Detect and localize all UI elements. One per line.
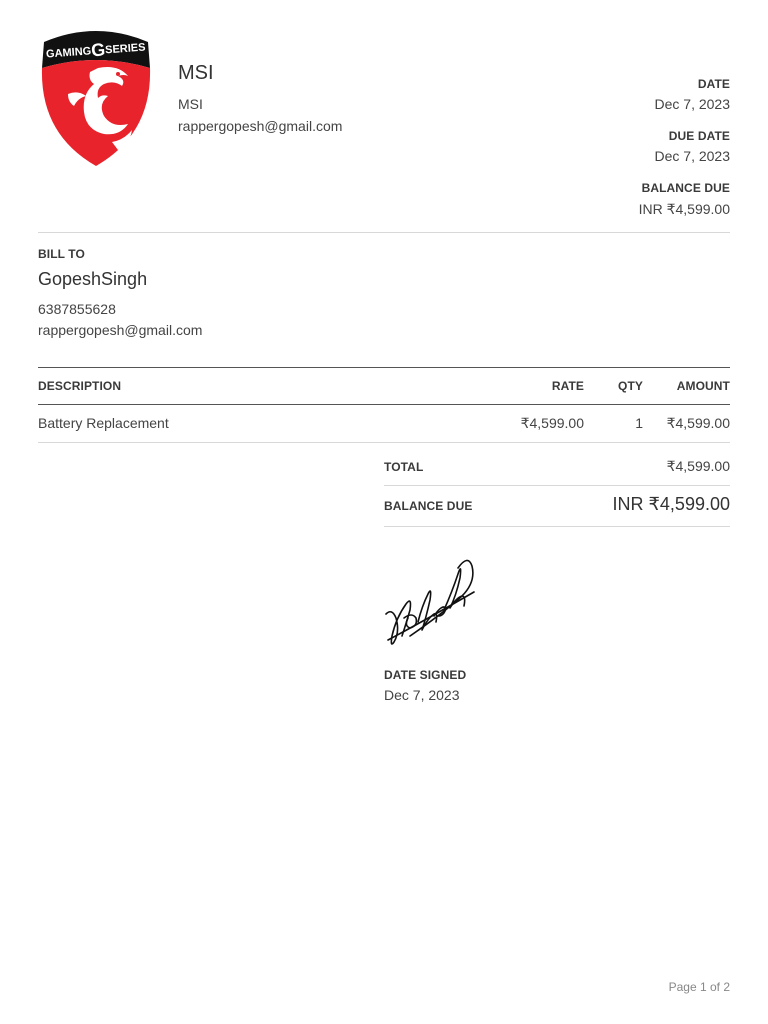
signature-image xyxy=(382,552,478,656)
company-line: MSI xyxy=(178,96,203,112)
bill-to-phone: 6387855628 xyxy=(38,301,116,317)
due-date-label: DUE DATE xyxy=(668,129,730,143)
table-header-rule xyxy=(38,404,730,405)
company-email: rappergopesh@gmail.com xyxy=(178,118,343,134)
date-label: DATE xyxy=(697,77,730,91)
due-date-value: Dec 7, 2023 xyxy=(654,148,730,164)
total-label: TOTAL xyxy=(384,460,424,474)
company-name: MSI xyxy=(178,62,214,84)
row-amount: ₹4,599.00 xyxy=(666,415,730,431)
company-logo xyxy=(38,24,154,168)
table-top-rule xyxy=(38,367,730,368)
row-description: Battery Replacement xyxy=(38,415,169,431)
date-value: Dec 7, 2023 xyxy=(654,96,730,112)
row-qty: 1 xyxy=(635,415,643,431)
row-rate: ₹4,599.00 xyxy=(520,415,584,431)
col-qty-header: QTY xyxy=(618,379,643,393)
totals-balance-due-value: INR ₹4,599.00 xyxy=(612,494,730,514)
col-amount-header: AMOUNT xyxy=(676,379,730,393)
balance-due-label: BALANCE DUE xyxy=(641,181,730,195)
total-value: ₹4,599.00 xyxy=(666,458,730,474)
bill-to-label: BILL TO xyxy=(38,247,85,261)
date-signed-value: Dec 7, 2023 xyxy=(384,687,460,703)
svg-text:GAMINGGSERIES: GAMINGGSERIES xyxy=(45,39,146,61)
bill-to-email: rappergopesh@gmail.com xyxy=(38,322,203,338)
balance-rule xyxy=(384,526,730,527)
header-divider xyxy=(38,232,730,233)
page-number: Page 1 of 2 xyxy=(668,980,730,994)
col-description-header: DESCRIPTION xyxy=(38,379,122,393)
col-rate-header: RATE xyxy=(551,379,584,393)
date-signed-label: DATE SIGNED xyxy=(384,668,467,682)
totals-balance-due-label: BALANCE DUE xyxy=(384,499,473,513)
total-rule xyxy=(384,485,730,486)
balance-due-value: INR ₹4,599.00 xyxy=(638,201,730,217)
table-bottom-rule xyxy=(38,442,730,443)
bill-to-name: GopeshSingh xyxy=(38,269,148,289)
